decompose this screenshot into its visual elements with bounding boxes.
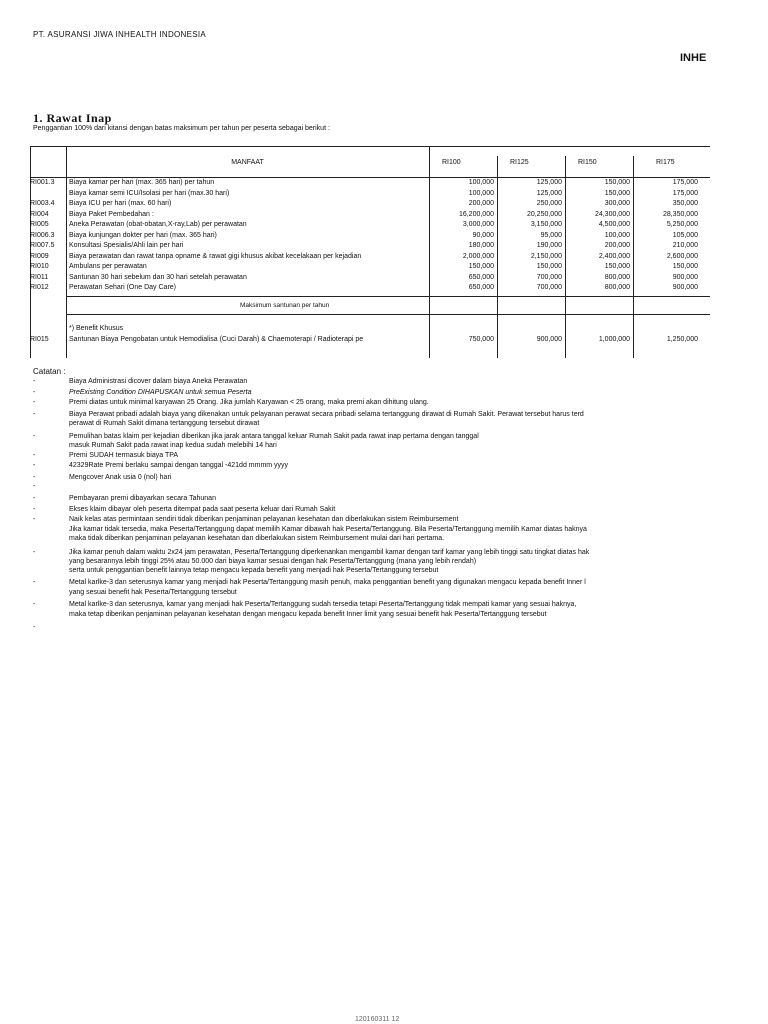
row-value: 175,000 <box>672 189 698 197</box>
row-value: 190,000 <box>536 242 562 249</box>
benefit-khusus-label: *) Benefit Khusus <box>69 325 124 332</box>
row-value: 650,000 <box>468 273 494 281</box>
brand-label: INHE <box>680 52 707 64</box>
note-dash: - <box>33 601 36 608</box>
note-text: Naik kelas atas permintaan sendiri tidak diberikan penjaminan pelayanan kesehatan dan diberlakukan sistem Reimbursement <box>69 516 459 523</box>
row-value: 24,300,000 <box>594 210 630 218</box>
row-value: 300,000 <box>604 200 630 207</box>
section-title: 1. Rawat Inap <box>33 111 112 125</box>
note-text: Mengcover Anak usia 0 (nol) hari <box>69 474 172 481</box>
benefit-table <box>30 146 710 358</box>
note-text: yang sesuai benefit hak Peserta/Tertanggung tersebut <box>69 589 237 596</box>
row-value: 200,000 <box>604 242 630 249</box>
row-value: 200,000 <box>468 200 494 207</box>
row-code: RI007.5 <box>30 242 55 249</box>
row-code: RI003.4 <box>30 200 55 207</box>
note-dash: - <box>33 624 36 631</box>
table-max-border-top <box>66 296 710 297</box>
row-code: RI001.3 <box>30 179 55 186</box>
row-value: 150,000 <box>604 189 630 197</box>
row-value: 125,000 <box>536 179 562 186</box>
note-text: Premi diatas untuk minimal karyawan 25 Orang. Jika jumlah Karyawan < 25 orang, maka premi akan dihitung ulang. <box>69 399 429 406</box>
row-value: 800,000 <box>604 284 630 291</box>
note-dash: - <box>33 378 36 385</box>
row-code: RI011 <box>30 273 49 281</box>
row-value: 700,000 <box>536 284 562 291</box>
note-text: 42329Rate Premi berlaku sampai dengan tanggal -421dd mmmm yyyy <box>69 462 289 469</box>
row-value: 100,000 <box>604 231 630 239</box>
row-value: 750,000 <box>468 336 494 343</box>
note-text: Metal karlke-3 dan seterusnya kamar yang menjadi hak Peserta/Tertanggung masih penuh, maka penggantian benefit yang digunakan mengacu kepada benefit Inner l <box>69 579 586 586</box>
row-desc: Biaya kamar semi ICU/Isolasi per hari (max.30 hari) <box>69 189 230 197</box>
plan-header: RI150 <box>578 159 597 166</box>
row-desc: Perawatan Sehari (One Day Care) <box>69 284 176 291</box>
note-dash: - <box>33 495 36 502</box>
row-desc: Santunan 30 hari sebelum dan 30 hari setelah perawatan <box>69 273 247 281</box>
table-max-border-bottom <box>66 314 710 315</box>
note-text: Pembayaran premi dibayarkan secara Tahunan <box>69 495 216 502</box>
row-value: 800,000 <box>604 273 630 281</box>
row-value: 4,500,000 <box>598 221 630 228</box>
row-desc: Biaya perawatan dan rawat tanpa opname & rawat gigi khusus akibat kecelakaan per kejadian <box>69 252 362 260</box>
row-value: 900,000 <box>672 284 698 291</box>
note-dash: - <box>33 452 36 459</box>
row-value: 3,000,000 <box>462 221 494 228</box>
row-value: 100,000 <box>468 189 494 197</box>
row-value: 175,000 <box>672 179 698 186</box>
note-text: Premi SUDAH termasuk biaya TPA <box>69 452 179 459</box>
row-value: 100,000 <box>468 179 494 186</box>
row-value: 150,000 <box>604 263 630 270</box>
row-value: 95,000 <box>540 231 562 239</box>
note-dash: - <box>33 389 36 396</box>
note-dash: - <box>33 411 36 418</box>
row-value: 1,000,000 <box>598 336 630 343</box>
row-value: 900,000 <box>536 336 562 343</box>
row-value: 20,250,000 <box>526 210 562 218</box>
row-value: 2,000,000 <box>462 252 494 260</box>
row-code: RI010 <box>30 263 49 270</box>
row-value: 105,000 <box>672 231 698 239</box>
company-name: PT. ASURANSI JIWA INHEALTH INDONESIA <box>33 30 207 39</box>
row-value: 125,000 <box>536 189 562 197</box>
row-value: 650,000 <box>468 284 494 291</box>
row-desc: Santunan Biaya Pengobatan untuk Hemodialisa (Cuci Darah) & Chaemoterapi / Radioterapi pe <box>69 336 364 343</box>
row-value: 2,600,000 <box>666 252 698 260</box>
row-desc: Ambulans per perawatan <box>69 263 147 270</box>
row-value: 150,000 <box>672 263 698 270</box>
note-dash: - <box>33 474 36 481</box>
note-dash: - <box>33 516 36 523</box>
row-value: 700,000 <box>536 273 562 281</box>
row-desc: Aneka Perawatan (obat-obatan,X-ray,Lab) per perawatan <box>69 221 247 228</box>
row-value: 150,000 <box>604 179 630 186</box>
plan-header: RI100 <box>442 159 461 166</box>
row-value: 350,000 <box>672 200 698 207</box>
note-text: Jika kamar penuh dalam waktu 2x24 jam perawatan, Peserta/Tertanggung diperkenankan mengambil kamar dengan tarif kamar yang lebih tinggi satu tingkat diatas hak <box>69 549 590 556</box>
row-code: RI015 <box>30 336 49 343</box>
note-text: Jika kamar tidak tersedia, maka Peserta/Tertanggung dapat memilih Kamar dibawah hak Peserta/Tertanggung. Bila Peserta/Tertanggung memilih Kamar diatas haknya <box>69 526 587 533</box>
row-value: 16,200,000 <box>458 210 494 218</box>
note-text: Biaya Administrasi dicover dalam biaya Aneka Perawatan <box>69 378 248 385</box>
row-value: 150,000 <box>468 263 494 270</box>
notes-title: Catatan : <box>33 367 66 376</box>
note-text: Ekses klaim dibayar oleh peserta ditempat pada saat peserta keluar dari Rumah Sakit <box>69 506 336 513</box>
note-text: yang besarannya lebih tinggi 25% atau 50.000 dari biaya kamar sesuai dengan hak Peserta/Tertanggung (mana yang lebih rendah) <box>69 558 477 565</box>
row-code: RI005 <box>30 221 49 228</box>
note-dash: - <box>33 462 36 469</box>
row-desc: Biaya Paket Pembedahan : <box>69 210 154 218</box>
note-text: PreExisting Condition DIHAPUSKAN untuk semua Peserta <box>69 389 252 396</box>
manfaat-header: MANFAAT <box>231 159 264 166</box>
row-value: 28,350,000 <box>662 210 698 218</box>
row-value: 3,150,000 <box>530 221 562 228</box>
note-text: Metal karlke-3 dan seterusnya, kamar yang menjadi hak Peserta/Tertanggung sudah tersedia tetapi Peserta/Tertanggung tidak mempati kamar yang sesuai haknya, <box>69 601 577 608</box>
row-desc: Biaya ICU per hari (max. 60 hari) <box>69 200 172 207</box>
row-desc: Biaya kunjungan dokter per hari (max. 365 hari) <box>69 231 217 239</box>
note-text: maka tetap diberikan penjaminan pelayanan kesehatan dengan mengacu kepada benefit Inner limit yang sesuai benefit hak Peserta/Tertanggung tersebut <box>69 611 547 618</box>
row-code: RI004 <box>30 210 49 218</box>
note-dash: - <box>33 433 36 440</box>
note-dash: - <box>33 506 36 513</box>
row-value: 90,000 <box>472 231 494 239</box>
note-text: masuk Rumah Sakit pada rawat inap kedua sudah melebihi 14 hari <box>69 442 277 449</box>
note-dash: - <box>33 483 36 490</box>
row-desc: Konsultasi Spesialis/Ahli lain per hari <box>69 242 184 249</box>
row-code: RI009 <box>30 252 49 260</box>
row-code: RI006.3 <box>30 231 55 239</box>
plan-header: RI175 <box>656 159 675 166</box>
row-value: 180,000 <box>468 242 494 249</box>
note-dash: - <box>33 579 36 586</box>
note-text: perawat di Rumah Sakit dimana tertanggung tersebut dirawat <box>69 420 260 427</box>
max-santunan-label: Maksimum santunan per tahun <box>240 302 330 309</box>
section-subtitle: Penggantian 100% dari kitansi dengan batas maksimum per tahun per peserta sebagai berikut : <box>33 125 330 132</box>
row-value: 2,400,000 <box>598 252 630 260</box>
note-text: maka tidak diberikan penjaminan pelayanan kesehatan dan diberlakukan sistem Reimbursement mulai dari hari pertama. <box>69 535 445 542</box>
note-dash: - <box>33 549 36 556</box>
footer-text: 120160311 12 <box>355 1016 400 1023</box>
row-value: 5,250,000 <box>666 221 698 228</box>
row-value: 250,000 <box>536 200 562 207</box>
table-border-top <box>30 146 710 147</box>
note-text: Pemulihan batas klaim per kejadian diberikan jika jarak antara tanggal keluar Rumah Sakit pada rawat inap pertama dengan tanggal <box>69 433 479 440</box>
note-text: Biaya Perawat pribadi adalah biaya yang dikenakan untuk pelayanan perawat secara pribadi selama tertanggung dirawat di Rumah Sakit. Perawat tersebut harus terd <box>69 411 584 418</box>
table-col-divider <box>66 146 67 358</box>
row-value: 2,150,000 <box>530 252 562 260</box>
plan-header: RI125 <box>510 159 529 166</box>
row-code: RI012 <box>30 284 49 291</box>
row-value: 900,000 <box>672 273 698 281</box>
row-value: 150,000 <box>536 263 562 270</box>
row-value: 1,250,000 <box>666 336 698 343</box>
row-desc: Biaya kamar per hari (max. 365 hari) per tahun <box>69 179 215 186</box>
note-text: serta untuk penggantian benefit lainnya tetap mengacu kepada benefit yang menjadi hak Peserta/Tertanggung tersebut <box>69 567 439 574</box>
row-value: 210,000 <box>672 242 698 249</box>
note-dash: - <box>33 399 36 406</box>
